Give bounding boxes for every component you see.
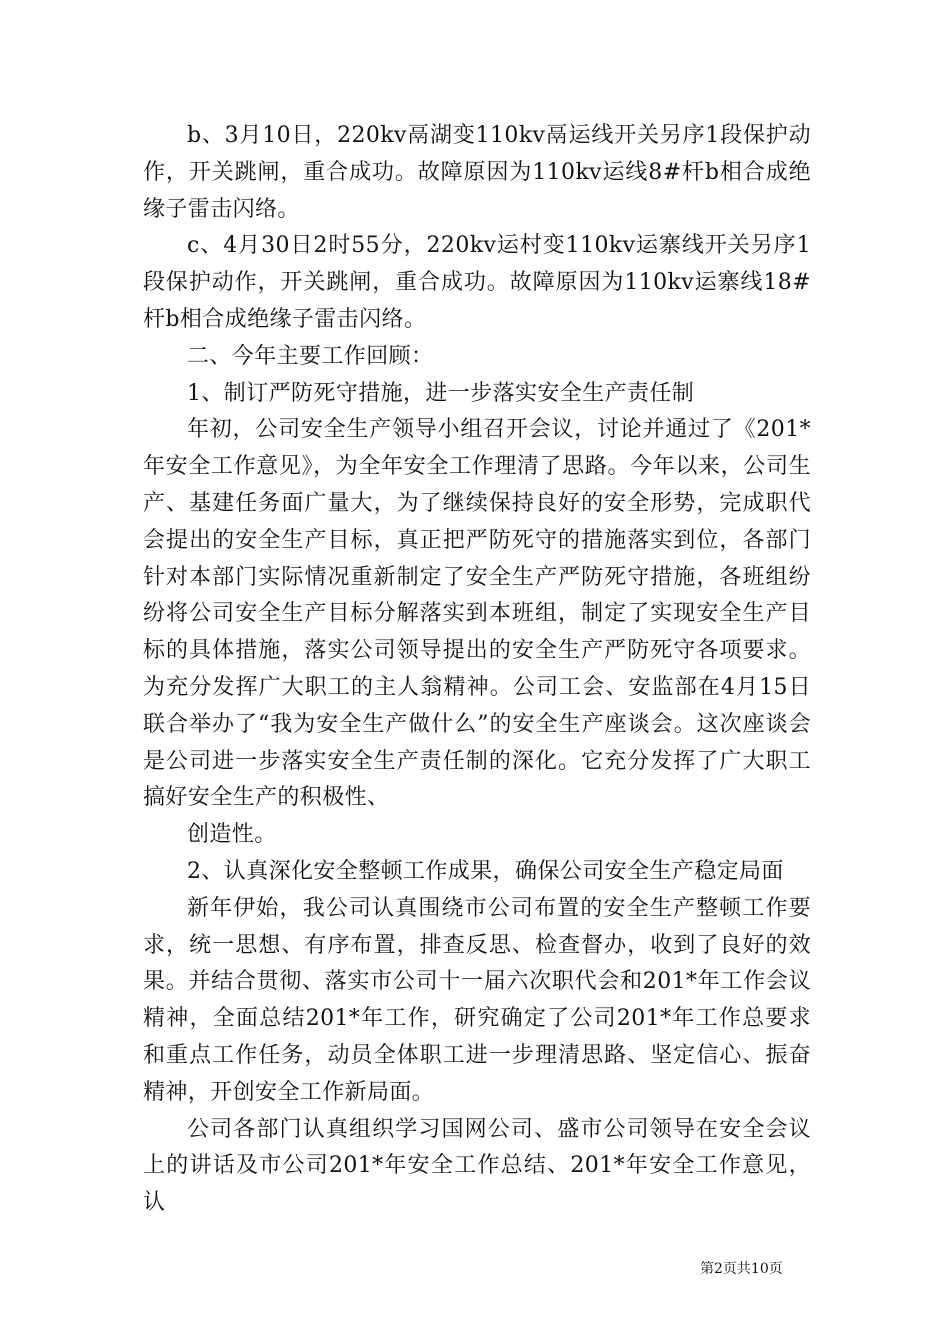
paragraph-fault-c: c、4月30日2时55分，220kv运村变110kv运寨线开关另序1段保护动作，开关跳闸，重合成功。故障原因为110kv运寨线18#杆b相合成绝缘子雷击闪络。 <box>143 233 811 332</box>
paragraph-departments: 公司各部门认真组织学习国网公司、盛市公司领导在安全会议上的讲话及市公司201*年安全工作总结、201*年安全工作意见，认 <box>143 1116 811 1216</box>
document-body <box>143 118 811 1222</box>
paragraph-creativity: 创造性。 <box>187 822 277 848</box>
paragraph-new-year: 新年伊始，我公司认真围绕市公司布置的安全生产整顿工作要求，统一思想、有序布置，排查反思、检查督办，收到了良好的效果。并结合贯彻、落实市公司十一届六次职代会和201*年工作会议精神，全面总结201*年工作，研究确定了公司201*年工作总要求和重点工作任务，动员全体职工进一步理清思路、坚定信心、振奋精神，开创安全工作新局面。 <box>143 895 811 1105</box>
subheading-2: 2、认真深化安全整顿工作成果，确保公司安全生产稳定局面 <box>187 858 784 884</box>
paragraph-year-start: 年初，公司安全生产领导小组召开会议，讨论并通过了《201*年安全工作意见》，为全年安全工作理清了思路。今年以来，公司生产、基建任务面广量大，为了继续保持良好的安全形势，完成职代会提出的安全生产目标，真正把严防死守的措施落实到位，各部门针对本部门实际情况重新制定了安全生产严防死守措施，各班组纷纷将公司安全生产目标分解落实到本班组，制定了实现安全生产目标的具体措施，落实公司领导提出的安全生产严防死守各项要求。为充分发挥广大职工的主人翁精神。公司工会、安监部在4月15日联合举办了“我为安全生产做什么”的安全生产座谈会。这次座谈会是公司进一步落实安全生产责任制的深化。它充分发挥了广大职工搞好安全生产的积极性、 <box>143 417 811 811</box>
page-number: 第2页共10页 <box>700 1261 783 1277</box>
subheading-1: 1、制订严防死守措施，进一步落实安全生产责任制 <box>187 380 695 406</box>
section-heading-review: 二、今年主要工作回顾： <box>187 343 434 369</box>
paragraph-fault-b: b、3月10日，220kv鬲湖变110kv鬲运线开关另序1段保护动作，开关跳闸，重合成功。故障原因为110kv运线8#杆b相合成绝缘子雷击闪络。 <box>143 123 811 222</box>
